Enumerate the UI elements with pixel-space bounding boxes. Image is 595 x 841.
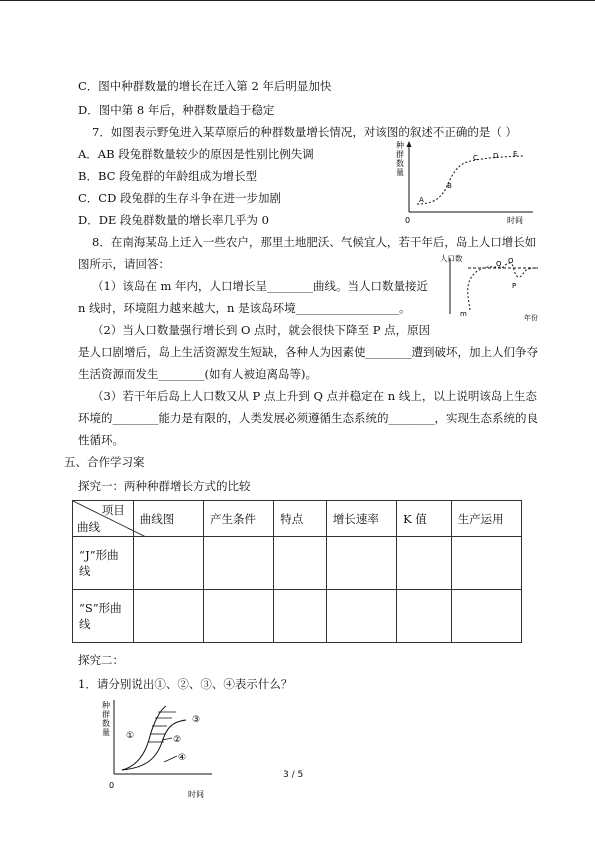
rabbit-population-chart: [395, 138, 540, 226]
y-label-3: 数: [396, 159, 404, 168]
q8-part3-line-3: 性循环。: [78, 433, 124, 447]
header-cell: 产生条件: [204, 501, 274, 537]
point-a: A: [419, 196, 424, 204]
y-axis-label: 人口数: [440, 254, 463, 263]
option-d: D．图中第 8 年后，种群数量趋于稳定: [78, 103, 275, 117]
table-cell: [451, 537, 521, 590]
y-label-1: 种: [396, 141, 404, 150]
table-cell: [204, 590, 274, 643]
header-cell: K 值: [397, 501, 452, 537]
q8-part1-line-1: （1）该岛在 m 年内，人口增长呈________曲线。当人口数量接近: [92, 279, 429, 293]
point-p: P: [512, 282, 517, 290]
label-2: ②: [173, 735, 182, 745]
option-c: C．图中种群数量的增长在迁入第 2 年后明显加快: [78, 79, 332, 93]
explore-2-heading: 探究二：: [78, 653, 124, 667]
origin-label: 0: [405, 216, 411, 225]
question-8-line-1: 8．在南海某岛上迁入一些农户，那里土地肥沃、气候宜人，若干年后，岛上人口增长如: [92, 235, 537, 249]
s-curve: [122, 720, 186, 770]
q8-part2-line-3: 生活资源而发生________(如有人被迫离岛等)。: [78, 367, 317, 381]
row-label-s: “S”形曲 线: [73, 590, 134, 643]
question-7: 7．如图表示野兔进入某草原后的种群数量增长情况，对该图的叙述不正确的是（ ）: [92, 125, 517, 139]
x-axis-label: 年份: [524, 314, 538, 322]
q8-part3-line-1: （3）若干年后岛上人口数又从 P 点上升到 Q 点并稳定在 n 线上，以上说明该岛上生态: [92, 389, 537, 403]
table-cell: [204, 537, 274, 590]
q8-part2-line-1: （2）当人口数量强行增长到 O 点时，就会很快下降至 P 点，原因: [92, 323, 431, 337]
header-cell: 生产运用: [451, 501, 521, 537]
corner-label-item: 项目: [101, 503, 125, 517]
table-cell: [274, 590, 327, 643]
table-cell: [133, 537, 203, 590]
point-b: B: [447, 182, 452, 190]
y-label-3: 数: [102, 719, 110, 728]
section-5-heading: 五、合作学习案: [64, 455, 145, 469]
y-label-2: 群: [102, 710, 110, 719]
q8-part3-line-2: 环境的________能力是有限的，人类发展必须遵循生态系统的________，实现生态系统的良: [78, 411, 538, 425]
point-d: D: [493, 152, 499, 160]
row-label-j: “J”形曲 线: [73, 537, 134, 590]
top-rule: [0, 0, 595, 1]
table-row-s: [73, 590, 522, 643]
y-label-4: 量: [102, 728, 110, 737]
table-cell: [397, 590, 452, 643]
header-cell: 增长速率: [326, 501, 396, 537]
q8-part1-line-2: n 线时，环境阻力越来越大，n 是该岛环境__________________。: [78, 301, 411, 315]
table-cell: [326, 537, 396, 590]
table-cell: [451, 590, 521, 643]
point-e: E: [513, 150, 518, 158]
point-c: C: [473, 154, 478, 162]
y-axis-arrow: [407, 141, 412, 147]
growth-comparison-table: [72, 500, 522, 643]
q7-option-d: D．DE 段兔群数量的增长率几乎为 0: [78, 213, 269, 227]
table-header-row: [73, 501, 522, 537]
point-o: O: [508, 257, 514, 265]
table-row-j: [73, 537, 522, 590]
label-4: ④: [178, 753, 187, 763]
q7-option-c: C．CD 段兔群的生存斗争在进一步加剧: [78, 191, 281, 205]
table-cell: [274, 537, 327, 590]
header-cell: 特点: [274, 501, 327, 537]
corner-label-curve: 曲线: [77, 520, 100, 534]
page-number: 3 / 5: [283, 770, 304, 780]
q7-option-a: A．AB 段兔群数量较少的原因是性别比例失调: [78, 147, 314, 161]
table-cell: [133, 590, 203, 643]
island-population-chart: [430, 252, 545, 322]
population-curve: [417, 156, 523, 204]
population-curve: [468, 263, 538, 310]
q7-option-b: B．BC 段兔群的年龄组成为增长型: [78, 169, 258, 183]
j-s-curves-chart: [100, 696, 220, 802]
table-cell: [397, 537, 452, 590]
shaded-region: [148, 712, 176, 742]
label-3: ③: [192, 715, 201, 725]
explore-2-question: 1．请分别说出①、②、③、④表示什么？: [78, 677, 293, 691]
label-1: ①: [126, 731, 135, 741]
y-label-2: 群: [396, 150, 404, 159]
x-axis-label: 时间: [507, 216, 523, 225]
y-label-1: 种: [102, 701, 110, 710]
table-cell: [326, 590, 396, 643]
corner-cell: [73, 501, 134, 537]
explore-1-heading: 探究一：两种种群增长方式的比较: [78, 479, 251, 493]
point-q: Q: [496, 260, 502, 268]
q8-part2-line-2: 是人口剧增后，岛上生活资源发生短缺，各种人为因素使________遭到破坏，加上人们争夺: [78, 345, 538, 359]
origin-label: 0: [109, 781, 115, 790]
question-8-line-2: 图所示，请回答：: [78, 257, 170, 271]
m-label: m: [460, 310, 467, 318]
x-axis-label: 时间: [188, 790, 204, 799]
header-cell: 曲线图: [133, 501, 203, 537]
pointer-4: [164, 756, 177, 762]
y-label-4: 量: [396, 168, 404, 177]
